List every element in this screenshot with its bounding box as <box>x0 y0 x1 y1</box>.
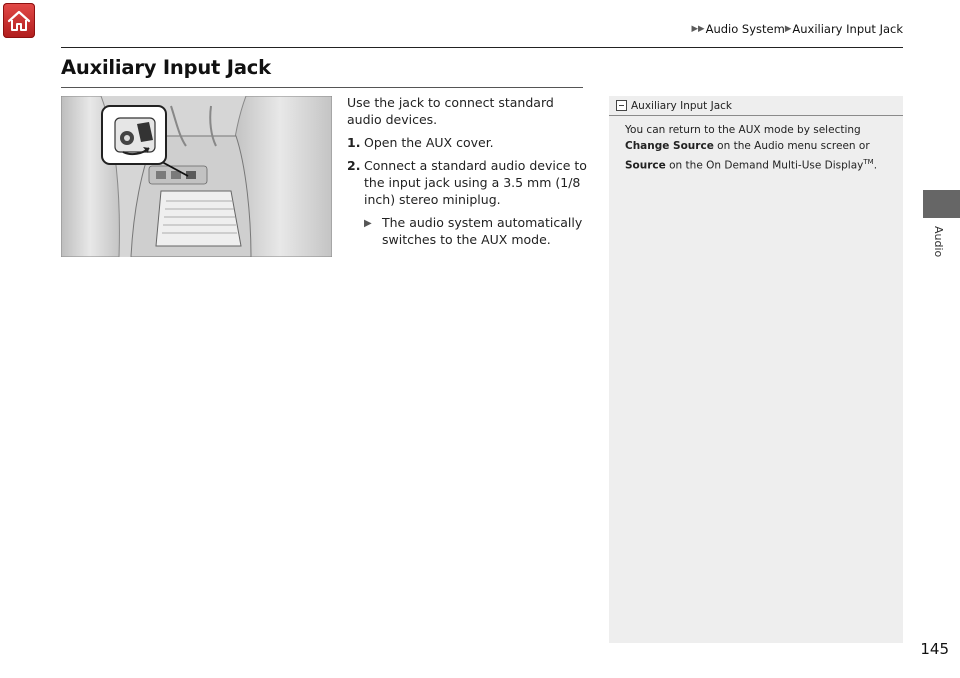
breadcrumb <box>692 22 904 36</box>
step-item <box>347 134 587 151</box>
step-item <box>347 157 587 208</box>
chevron-right-icon: ▶▶ <box>691 24 705 34</box>
home-button[interactable] <box>3 3 35 38</box>
step-number: 2. <box>347 158 361 173</box>
step-number: 1. <box>347 135 361 150</box>
section-tab[interactable] <box>923 190 960 218</box>
breadcrumb-current: Auxiliary Input Jack <box>792 22 903 36</box>
home-icon <box>7 10 31 32</box>
note-text: You can return to the AUX mode by selecting <box>625 124 861 136</box>
section-label: Audio <box>932 226 945 258</box>
note-heading-text: Auxiliary Input Jack <box>631 99 733 112</box>
note-text: . <box>873 159 878 172</box>
header-divider <box>61 47 903 48</box>
note-term-change-source: Change Source <box>625 140 714 152</box>
step-text: Open the AUX cover. <box>364 135 494 150</box>
arrow-right-icon: ▶ <box>364 218 372 229</box>
title-divider <box>61 87 583 88</box>
breadcrumb-link-audio-system[interactable]: Audio System <box>705 22 785 36</box>
trademark-mark: TM <box>863 158 874 166</box>
chevron-right-icon: ▶ <box>784 24 792 34</box>
intro-text: Use the jack to connect standard audio devices. <box>347 95 554 127</box>
note-box <box>609 96 903 643</box>
step-result <box>364 214 587 248</box>
note-text: on the On Demand Multi-Use Display <box>669 159 864 172</box>
instructions <box>347 94 587 248</box>
note-text: on the Audio menu screen or <box>717 140 870 152</box>
aux-jack-illustration <box>61 96 332 257</box>
page-title: Auxiliary Input Jack <box>61 56 271 79</box>
note-heading <box>609 96 903 116</box>
result-text: The audio system automatically switches to the AUX mode. <box>382 215 583 247</box>
note-icon <box>616 100 627 111</box>
step-text: Connect a standard audio device to the input jack using a 3.5 mm (1/8 inch) stereo miniplug. <box>364 158 587 207</box>
note-body <box>609 116 903 174</box>
page-number: 145 <box>920 640 949 658</box>
note-term-source: Source <box>625 159 666 172</box>
